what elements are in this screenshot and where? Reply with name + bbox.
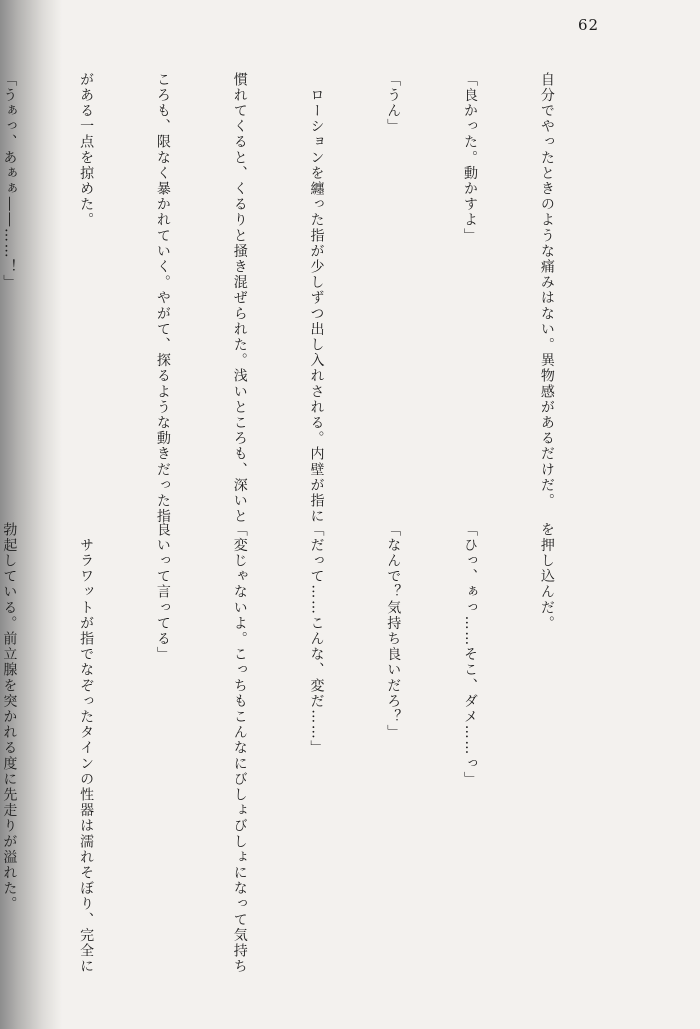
text-line: サラワットが指でなぞったタインの性器は濡れそぼり、完全に: [78, 522, 95, 975]
page-number: 62: [578, 16, 600, 34]
text-line: 「ひっ、ぁっ……そこ、ダメ……っ」: [462, 522, 479, 788]
text-line: 「なんで？気持ち良いだろ？」: [385, 522, 402, 741]
text-line: 「うぁっ、あぁぁ――……！」: [1, 72, 18, 291]
text-line: 「うん」: [385, 72, 402, 135]
text-block-top: [1, 72, 610, 525]
text-line: がある一点を掠めた。: [78, 72, 95, 228]
text-block-bottom: [1, 522, 610, 975]
text-line: 「変じゃないよ。こっちもこんなにびしょびしょになって気持ち: [231, 522, 248, 975]
text-line: 自分でやったときのような痛みはない。異物感があるだけだ。: [538, 72, 555, 509]
text-line: ころも、限なく暴かれていく。やがて、探るような動きだった指: [154, 72, 171, 525]
text-line: 慣れてくると、くるりと掻き混ぜられた。浅いところも、深いと: [231, 72, 248, 525]
text-line: 「良かった。動かすよ」: [462, 72, 479, 244]
text-line: 良いって言ってる」: [154, 522, 171, 663]
text-line: を押し込んだ。: [538, 522, 555, 632]
text-line: 勃起している。前立腺を突かれる度に先走りが溢れた。: [1, 522, 18, 912]
text-line: 「だって……こんな、変だ……」: [308, 522, 325, 756]
text-line: ローションを纏った指が少しずつ出し入れされる。内壁が指に: [308, 72, 325, 525]
